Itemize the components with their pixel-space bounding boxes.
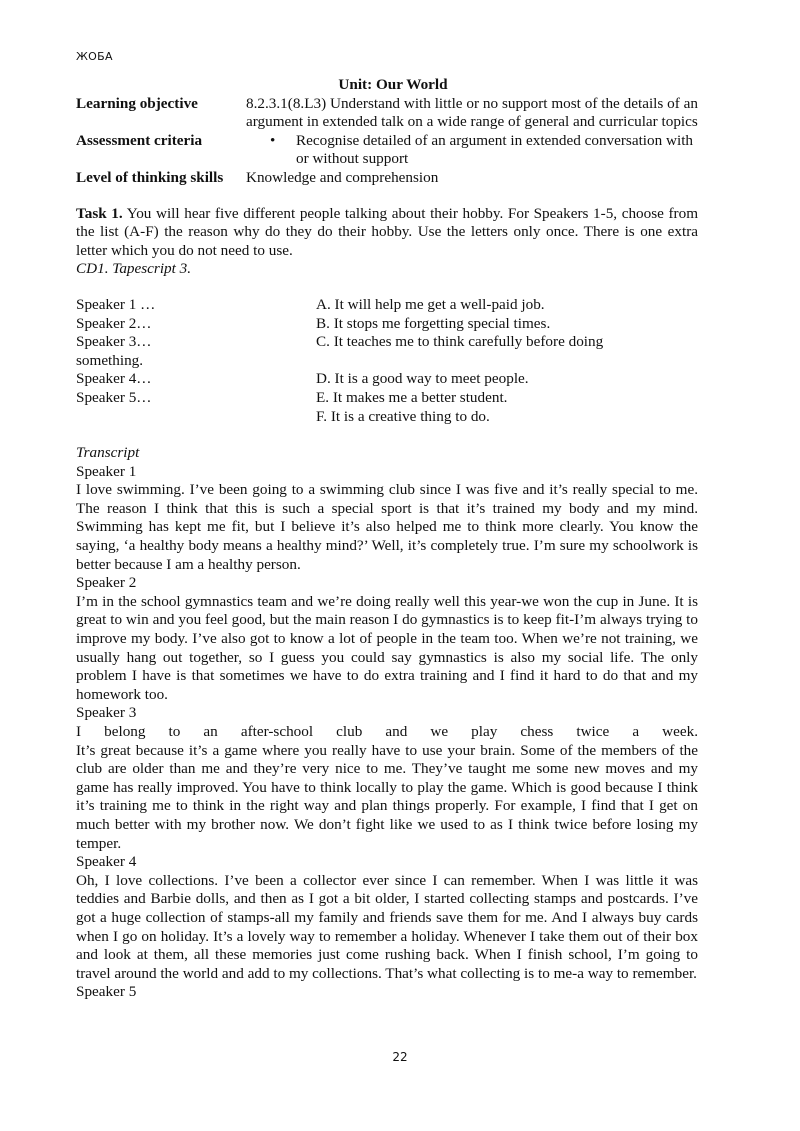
task-instructions	[76, 205, 698, 261]
speaker-3-slot: Speaker 3…	[76, 333, 152, 351]
matching-row	[76, 408, 698, 427]
meta-table	[76, 95, 698, 188]
option-c-continuation: something.	[76, 351, 144, 369]
option-b: B. It stops me forgetting special times.	[316, 314, 551, 332]
speaker-3-label: Speaker 3	[76, 704, 137, 722]
speaker-1-text: I love swimming. I’ve been going to a swimming club since I was five and it’s really special to me. The reason I think that this is such a special sport is that it’s trained my body and my mind. Swimming has kept me fit, but I believe it’s also helped me to think more clearly. You know the saying, ‘a healthy body means a healthy mind?’ Well, it’s completely true. I’m sure my schoolwork is better because I am a healthy person.	[76, 481, 698, 573]
matching-row	[76, 333, 698, 352]
bullet-icon: •	[270, 131, 276, 149]
speaker-2-text: I’m in the school gymnastics team and we’re doing really well this year-we won the cup in June. It is great to win and you feel good, but the main reason I do gymnastics is to keep fit-I’m always trying to improve my body. I’ve also got to know a lot of people in the team too. When we’re not training, we usually hang out together, so I guess you could say gymnastics is also my social life. The only problem I have is that sometimes we have to do extra training and I find it hard to do that and my homework too.	[76, 592, 698, 703]
page-number: 22	[392, 1050, 408, 1064]
speaker-2-label: Speaker 2	[76, 574, 137, 592]
speaker-3-text: It’s great because it’s a game where you really have to use your brain. Some of the members of the club are older than me and they’re very nice to me. They’ve taught me some new moves and my game has really improved. You have to think locally to play the game. Which is good because I think it’s training me to think in the right way and plan things properly. For example, I find that I get on much better with my brother now. We don’t fight like we used to as I think twice before losing my temper.	[76, 741, 698, 852]
learning-objective-label: Learning objective	[76, 94, 198, 112]
assessment-criteria-value: Recognise detailed of an argument in extended conversation with or without support	[296, 131, 694, 168]
speaker-1-slot: Speaker 1 …	[76, 295, 156, 313]
speaker-5-slot: Speaker 5…	[76, 388, 152, 406]
option-f: F. It is a creative thing to do.	[316, 407, 490, 425]
matching-row	[76, 370, 698, 389]
speaker-4-text: Oh, I love collections. I’ve been a collector ever since I can remember. When I was little it was teddies and Barbie dolls, and then as I got a bit older, I started collecting stamps and postcards. I’ve got a huge collection of stamps-all my family and friends save them for me. And I always buy cards when I go on holiday. It’s a lovely way to remember a holiday. Whenever I take them out of their box and look at them, all these memories just come rushing back. When I finish school, I’m going to travel around the world and add to my collections. That’s what collecting is to me-a way to remember.	[76, 871, 698, 982]
learning-objective-value: 8.2.3.1(8.L3) Understand with little or no support most of the details of an argument in extended talk on a wide range of general and curricular topics	[246, 94, 698, 131]
meta-row-thinking	[76, 169, 698, 188]
speaker-3-first-line: I belong to an after-school club and we play chess twice a week.	[76, 723, 698, 740]
transcript	[76, 444, 698, 1002]
task-source: CD1. Tapescript 3.	[76, 260, 192, 278]
matching-row	[76, 296, 698, 315]
assessment-criteria-cell	[246, 132, 698, 169]
matching-list	[76, 296, 698, 426]
matching-row	[76, 389, 698, 408]
assessment-bullet-row	[246, 132, 698, 169]
header-label: ЖОБА	[76, 50, 113, 63]
content	[76, 76, 698, 1002]
speaker-2-slot: Speaker 2…	[76, 314, 152, 332]
option-c: C. It teaches me to think carefully before doing	[316, 333, 604, 351]
task-block	[76, 205, 698, 279]
meta-row-assessment	[76, 132, 698, 169]
option-e: E. It makes me a better student.	[316, 388, 508, 406]
speaker-4-label: Speaker 4	[76, 853, 137, 871]
transcript-heading: Transcript	[76, 444, 140, 462]
speaker-5-label: Speaker 5	[76, 983, 137, 1001]
task-label: Task 1.	[76, 204, 123, 222]
option-d: D. It is a good way to meet people.	[316, 370, 529, 388]
thinking-skills-value: Knowledge and comprehension	[246, 168, 439, 186]
speaker-1-label: Speaker 1	[76, 462, 137, 480]
meta-row-objective	[76, 95, 698, 132]
matching-row	[76, 315, 698, 334]
unit-title: Unit: Our World	[338, 76, 448, 93]
speaker-4-slot: Speaker 4…	[76, 370, 152, 388]
thinking-skills-label: Level of thinking skills	[76, 168, 224, 186]
task-text: You will hear five different people talking about their hobby. For Speakers 1-5, choose from the list (A-F) the reason why do they do their hobby. Use the letters only once. There is one extra letter which you do not need to use.	[76, 204, 699, 259]
option-a: A. It will help me get a well-paid job.	[316, 295, 545, 313]
assessment-criteria-label: Assessment criteria	[76, 131, 203, 149]
